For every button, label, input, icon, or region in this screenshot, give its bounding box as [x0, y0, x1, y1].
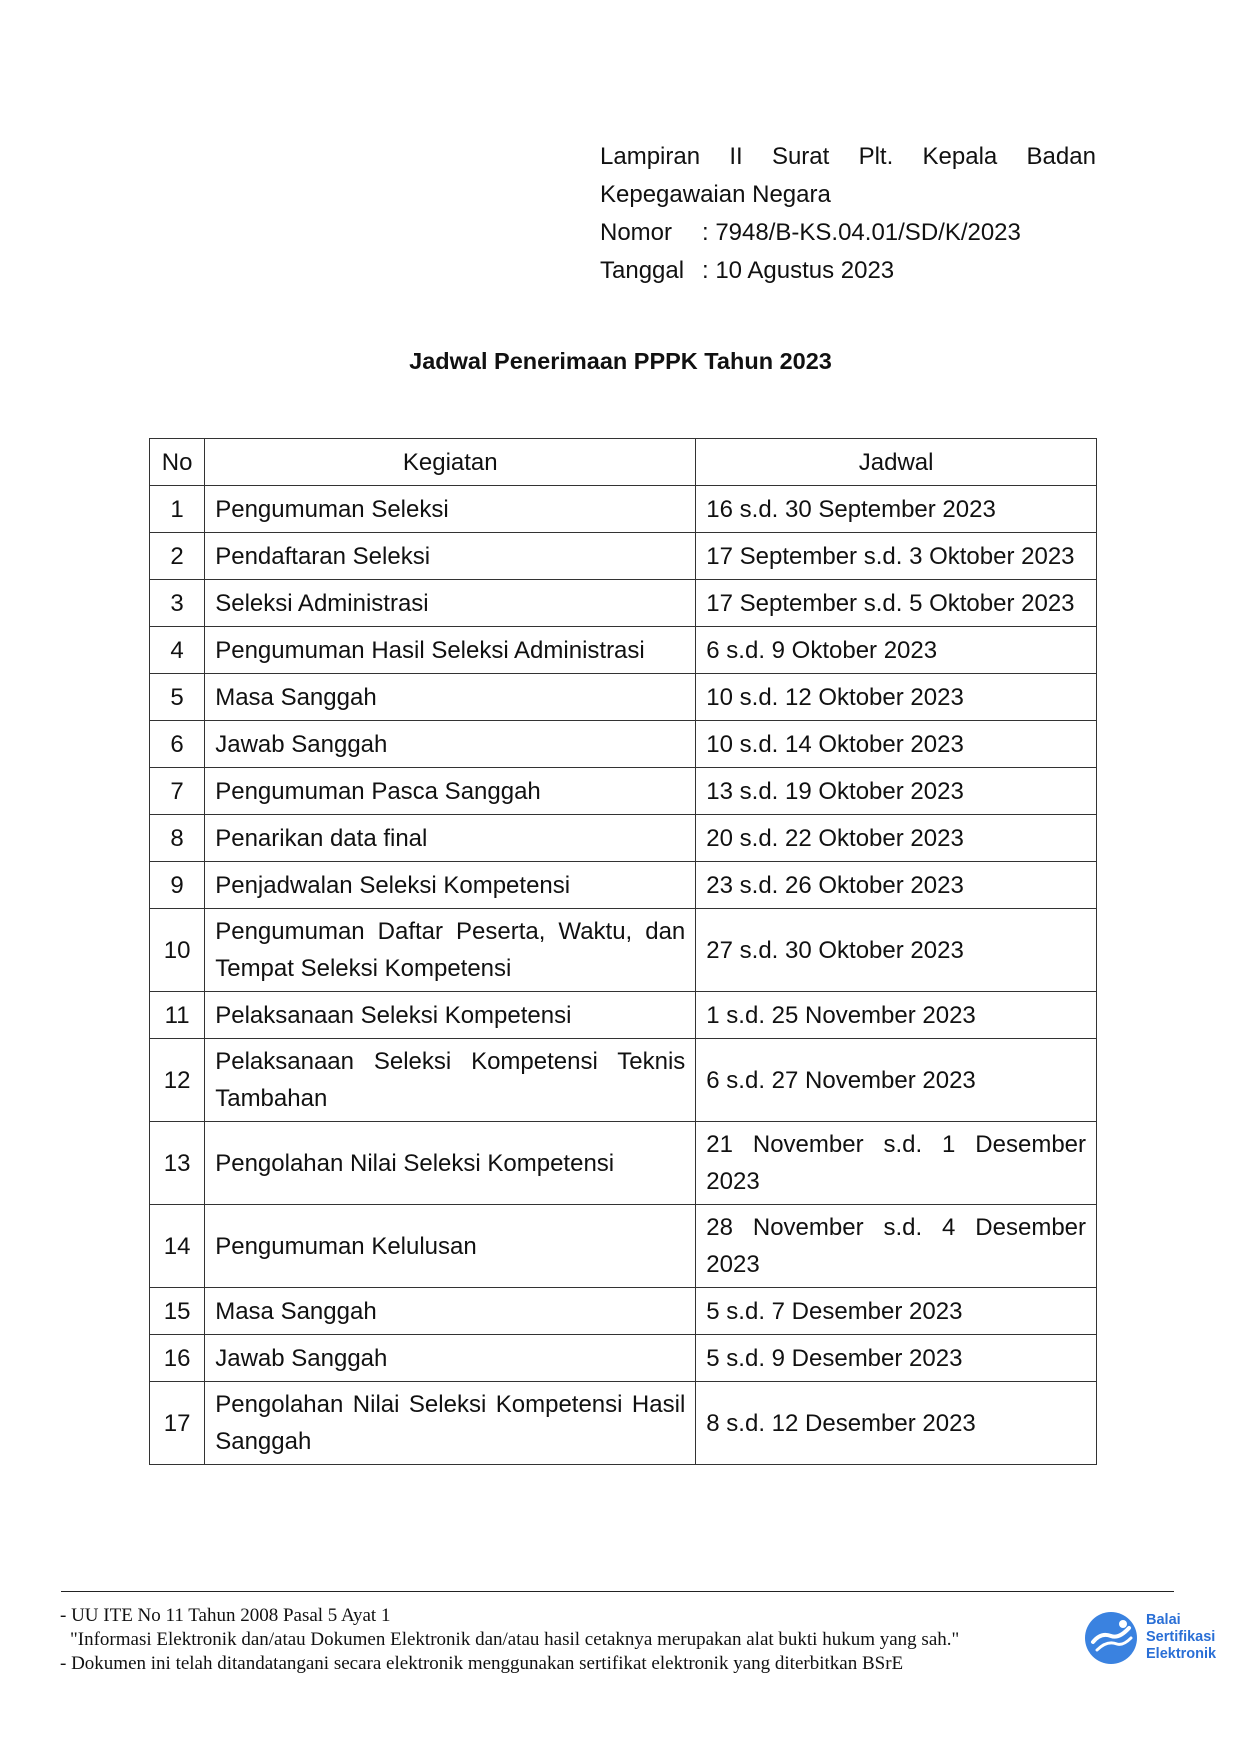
row-kegiatan: Penjadwalan Seleksi Kompetensi	[205, 862, 696, 909]
row-kegiatan: Pengumuman Daftar Peserta, Waktu, dan Tempat Seleksi Kompetensi	[205, 909, 696, 992]
row-kegiatan: Pengumuman Hasil Seleksi Administrasi	[205, 627, 696, 674]
row-jadwal: 20 s.d. 22 Oktober 2023	[696, 815, 1097, 862]
table-row	[150, 862, 1097, 909]
bsre-logo-icon	[1083, 1610, 1141, 1666]
header-line-2: Kepegawaian Negara	[600, 181, 831, 208]
row-kegiatan: Pengumuman Kelulusan	[205, 1205, 696, 1288]
row-kegiatan: Seleksi Administrasi	[205, 580, 696, 627]
table-header-row	[150, 439, 1097, 486]
row-jadwal: 13 s.d. 19 Oktober 2023	[696, 768, 1097, 815]
footer-line-3: - Dokumen ini telah ditandatangani secara elektronik menggunakan sertifikat elektronik yang diterbitkan BSrE	[60, 1653, 904, 1674]
table-row	[150, 992, 1097, 1039]
nomor-row	[600, 214, 1096, 252]
row-no: 9	[150, 862, 205, 909]
header-word: Badan	[1026, 143, 1096, 170]
header-word: Kepala	[922, 143, 998, 170]
table-row	[150, 815, 1097, 862]
footer-note	[60, 1604, 1080, 1676]
row-no: 15	[150, 1288, 205, 1335]
row-jadwal: 5 s.d. 7 Desember 2023	[696, 1288, 1097, 1335]
row-kegiatan: Pengumuman Seleksi	[205, 486, 696, 533]
table-row	[150, 674, 1097, 721]
row-jadwal: 10 s.d. 12 Oktober 2023	[696, 674, 1097, 721]
row-kegiatan: Penarikan data final	[205, 815, 696, 862]
letter-header	[600, 138, 1096, 290]
row-kegiatan: Pelaksanaan Seleksi Kompetensi Teknis Tambahan	[205, 1039, 696, 1122]
row-kegiatan: Pengolahan Nilai Seleksi Kompetensi	[205, 1122, 696, 1205]
row-jadwal: 8 s.d. 12 Desember 2023	[696, 1382, 1097, 1465]
row-no: 4	[150, 627, 205, 674]
logo-line: Sertifikasi	[1146, 1629, 1216, 1645]
footer-line-2: "Informasi Elektronik dan/atau Dokumen Elektronik dan/atau hasil cetaknya merupakan alat bukti hukum yang sah."	[70, 1629, 960, 1650]
tanggal-value: : 10 Agustus 2023	[702, 257, 895, 284]
row-no: 13	[150, 1122, 205, 1205]
row-jadwal: 16 s.d. 30 September 2023	[696, 486, 1097, 533]
schedule-table	[149, 438, 1097, 1465]
bsre-logo	[1083, 1610, 1233, 1666]
footer-line-1: - UU ITE No 11 Tahun 2008 Pasal 5 Ayat 1	[60, 1605, 391, 1626]
row-kegiatan: Pendaftaran Seleksi	[205, 533, 696, 580]
row-no: 11	[150, 992, 205, 1039]
row-kegiatan: Masa Sanggah	[205, 1288, 696, 1335]
row-kegiatan: Jawab Sanggah	[205, 721, 696, 768]
nomor-value: : 7948/B-KS.04.01/SD/K/2023	[702, 219, 1021, 246]
row-kegiatan: Jawab Sanggah	[205, 1335, 696, 1382]
row-jadwal: 1 s.d. 25 November 2023	[696, 992, 1097, 1039]
row-no: 5	[150, 674, 205, 721]
row-jadwal: 28 November s.d. 4 Desember 2023	[696, 1205, 1097, 1288]
row-jadwal: 27 s.d. 30 Oktober 2023	[696, 909, 1097, 992]
row-jadwal: 17 September s.d. 5 Oktober 2023	[696, 580, 1097, 627]
row-no: 12	[150, 1039, 205, 1122]
document-title: Jadwal Penerimaan PPPK Tahun 2023	[409, 348, 832, 374]
table-row	[150, 580, 1097, 627]
bsre-logo-text	[1146, 1612, 1216, 1663]
header-line-1	[600, 138, 1096, 176]
row-no: 10	[150, 909, 205, 992]
row-jadwal: 5 s.d. 9 Desember 2023	[696, 1335, 1097, 1382]
row-no: 16	[150, 1335, 205, 1382]
table-row	[150, 1288, 1097, 1335]
footer-divider	[61, 1591, 1174, 1592]
table-row	[150, 721, 1097, 768]
header-word: Plt.	[858, 143, 894, 170]
table-row	[150, 1122, 1097, 1205]
tanggal-row	[600, 252, 1096, 290]
logo-line: Elektronik	[1146, 1646, 1217, 1662]
table-row	[150, 909, 1097, 992]
row-no: 6	[150, 721, 205, 768]
logo-line: Balai	[1146, 1612, 1181, 1628]
table-row	[150, 1335, 1097, 1382]
header-no: No	[150, 439, 205, 486]
row-jadwal: 21 November s.d. 1 Desember 2023	[696, 1122, 1097, 1205]
row-jadwal: 6 s.d. 27 November 2023	[696, 1039, 1097, 1122]
row-kegiatan: Masa Sanggah	[205, 674, 696, 721]
row-no: 1	[150, 486, 205, 533]
row-no: 17	[150, 1382, 205, 1465]
row-kegiatan: Pengumuman Pasca Sanggah	[205, 768, 696, 815]
table-row	[150, 486, 1097, 533]
header-word: Surat	[771, 143, 830, 170]
table-row	[150, 1039, 1097, 1122]
header-word: Lampiran	[600, 143, 701, 170]
table-row	[150, 768, 1097, 815]
row-no: 7	[150, 768, 205, 815]
row-no: 8	[150, 815, 205, 862]
row-no: 14	[150, 1205, 205, 1288]
header-kegiatan: Kegiatan	[205, 439, 696, 486]
table-row	[150, 627, 1097, 674]
row-no: 2	[150, 533, 205, 580]
tanggal-label: Tanggal	[600, 257, 685, 284]
row-jadwal: 23 s.d. 26 Oktober 2023	[696, 862, 1097, 909]
row-jadwal: 17 September s.d. 3 Oktober 2023	[696, 533, 1097, 580]
row-jadwal: 10 s.d. 14 Oktober 2023	[696, 721, 1097, 768]
header-word: II	[729, 143, 743, 170]
header-jadwal: Jadwal	[696, 439, 1097, 486]
row-kegiatan: Pelaksanaan Seleksi Kompetensi	[205, 992, 696, 1039]
table-row	[150, 533, 1097, 580]
table-row	[150, 1205, 1097, 1288]
row-no: 3	[150, 580, 205, 627]
table-row	[150, 1382, 1097, 1465]
row-jadwal: 6 s.d. 9 Oktober 2023	[696, 627, 1097, 674]
nomor-label: Nomor	[600, 219, 673, 246]
row-kegiatan: Pengolahan Nilai Seleksi Kompetensi Hasil Sanggah	[205, 1382, 696, 1465]
